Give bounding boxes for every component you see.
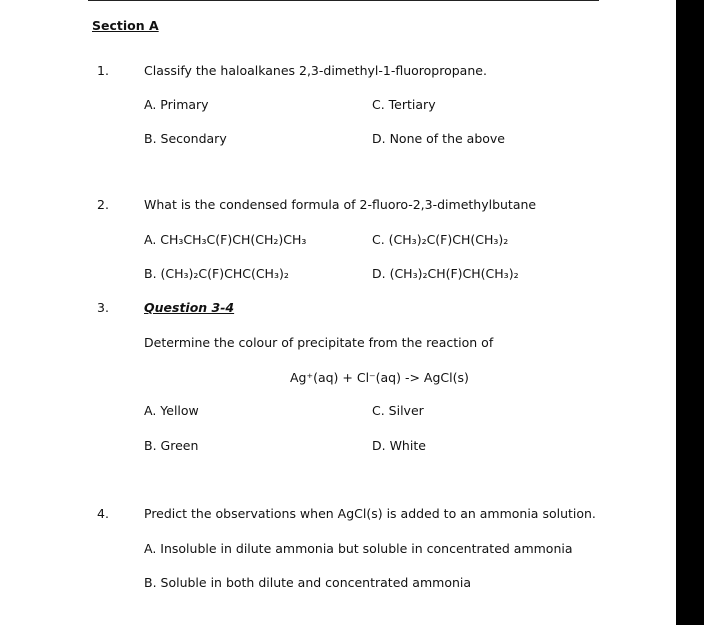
question-4-option-b: B. Soluble in both dilute and concentrated ammonia: [144, 575, 472, 590]
question-2-option-a: A. CH₃CH₃C(F)CH(CH₂)CH₃: [144, 232, 307, 247]
reaction-equation: Ag⁺(aq) + Cl⁻(aq) -> AgCl(s): [290, 370, 469, 385]
question-4-stem: Predict the observations when AgCl(s) is added to an ammonia solution.: [144, 506, 596, 521]
question-1-option-a: A. Primary: [144, 97, 209, 112]
question-4-option-a: A. Insoluble in dilute ammonia but soluble in concentrated ammonia: [144, 541, 573, 556]
question-3-option-a: A. Yellow: [144, 403, 199, 418]
question-3-option-c: C. Silver: [372, 403, 424, 418]
section-title: Section A: [92, 18, 159, 33]
question-2-number: 2.: [97, 197, 109, 212]
question-2-option-c: C. (CH₃)₂C(F)CH(CH₃)₂: [372, 232, 509, 247]
question-4-number: 4.: [97, 506, 109, 521]
question-1-number: 1.: [97, 63, 109, 78]
question-3-label: Question 3-4: [144, 300, 235, 315]
question-1-option-d: D. None of the above: [372, 131, 505, 146]
question-3-option-d: D. White: [372, 438, 426, 453]
question-1-option-c: C. Tertiary: [372, 97, 436, 112]
question-1-option-b: B. Secondary: [144, 131, 227, 146]
question-3-option-b: B. Green: [144, 438, 199, 453]
question-1-stem: Classify the haloalkanes 2,3-dimethyl-1-fluoropropane.: [144, 63, 487, 78]
question-3-stem: Determine the colour of precipitate from the reaction of: [144, 335, 494, 350]
question-2-stem: What is the condensed formula of 2-fluoro-2,3-dimethylbutane: [144, 197, 537, 212]
top-rule: [88, 0, 599, 1]
question-2-option-b: B. (CH₃)₂C(F)CHC(CH₃)₂: [144, 266, 289, 281]
question-2-option-d: D. (CH₃)₂CH(F)CH(CH₃)₂: [372, 266, 519, 281]
question-3-number: 3.: [97, 300, 109, 315]
